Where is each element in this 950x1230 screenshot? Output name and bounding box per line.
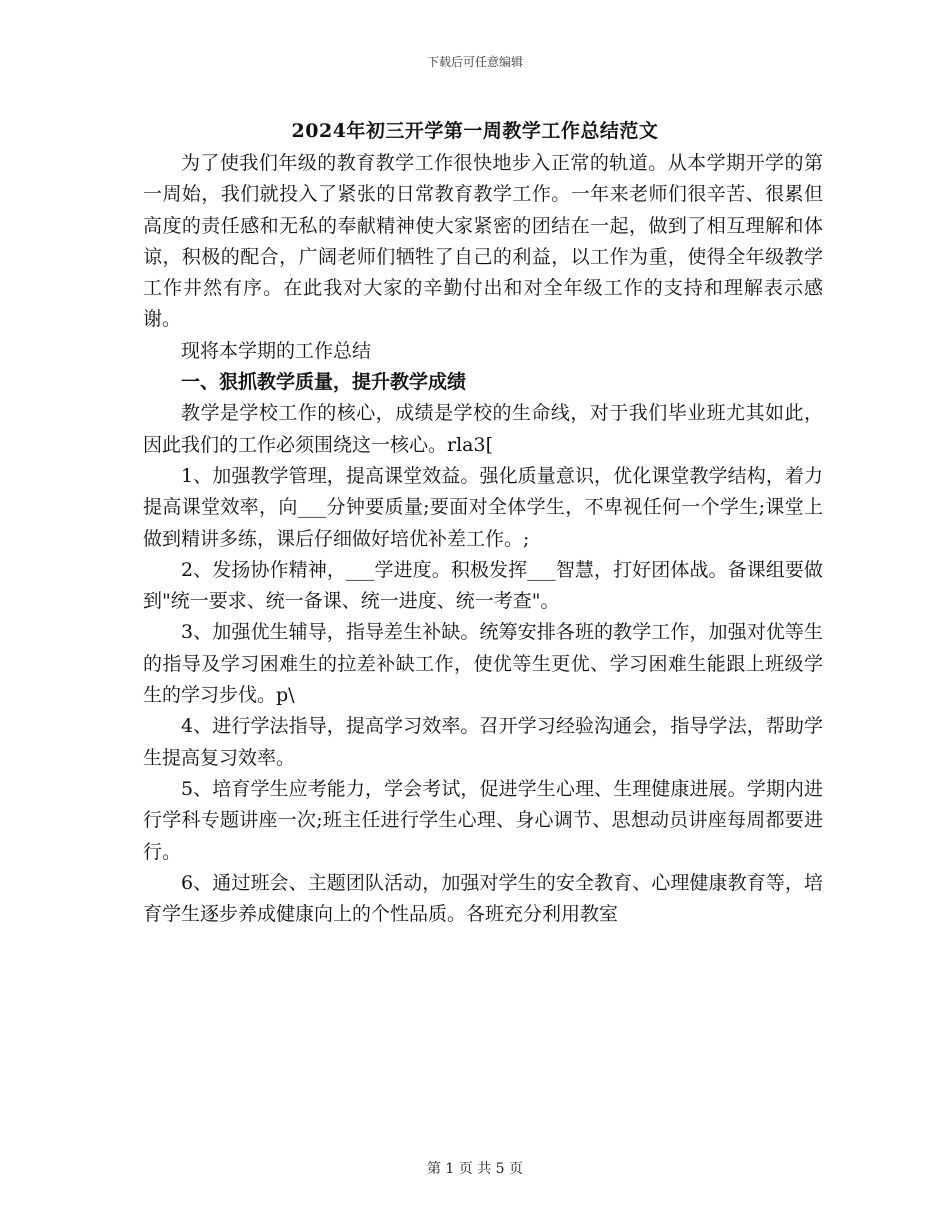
list-item-3: 3、加强优生辅导，指导差生补缺。统筹安排各班的教学工作，加强对优等生的指导及学习困难生的拉差补缺工作，使优等生更优、学习困难生能跟上班级学生的学习步伐。p\ <box>143 621 823 707</box>
list-item-4: 4、进行学法指导，提高学习效率。召开学习经验沟通会，指导学法，帮助学生提高复习效率。 <box>143 715 823 769</box>
page-footer: 第 1 页 共 5 页 <box>426 1161 524 1177</box>
section-heading: 一、狠抓教学质量，提升教学成绩 <box>181 371 467 394</box>
page-header-note: 下载后可任意编辑 <box>426 55 523 69</box>
document-body <box>143 148 823 930</box>
list-item-1: 1、加强教学管理，提高课堂效益。强化质量意识，优化课堂教学结构，着力提高课堂效率，向___分钟要质量;要面对全体学生，不卑视任何一个学生;课堂上做到精讲多练，课后仔细做好培优补差工作。; <box>143 464 823 550</box>
section-intro-paragraph: 教学是学校工作的核心，成绩是学校的生命线，对于我们毕业班尤其如此，因此我们的工作必须围绕这一核心。rla3[ <box>143 402 823 456</box>
intro-paragraph: 为了使我们年级的教育教学工作很快地步入正常的轨道。从本学期开学的第一周始，我们就投入了紧张的日常教育教学工作。一年来老师们很辛苦、很累但高度的责任感和无私的奉献精神使大家紧密的团结在一起，做到了相互理解和体谅，积极的配合，广阔老师们牺牲了自己的利益，以工作为重，使得全年级教学工作井然有序。在此我对大家的辛勤付出和对全年级工作的支持和理解表示感谢。 <box>143 152 823 331</box>
list-item-2: 2、发扬协作精神，___学进度。积极发挥___智慧，打好团体战。备课组要做到"统一要求、统一备课、统一进度、统一考查"。 <box>143 558 823 613</box>
summary-lead-paragraph: 现将本学期的工作总结 <box>181 339 372 362</box>
document-title: 2024年初三开学第一周教学工作总结范文 <box>291 120 659 142</box>
list-item-6: 6、通过班会、主题团队活动，加强对学生的安全教育、心理健康教育等，培育学生逐步养成健康向上的个性品质。各班充分利用教室 <box>143 871 823 926</box>
list-item-5: 5、培育学生应考能力，学会考试，促进学生心理、生理健康进展。学期内进行学科专题讲座一次;班主任进行学生心理、身心调节、思想动员讲座每周都要进行。 <box>143 777 823 863</box>
